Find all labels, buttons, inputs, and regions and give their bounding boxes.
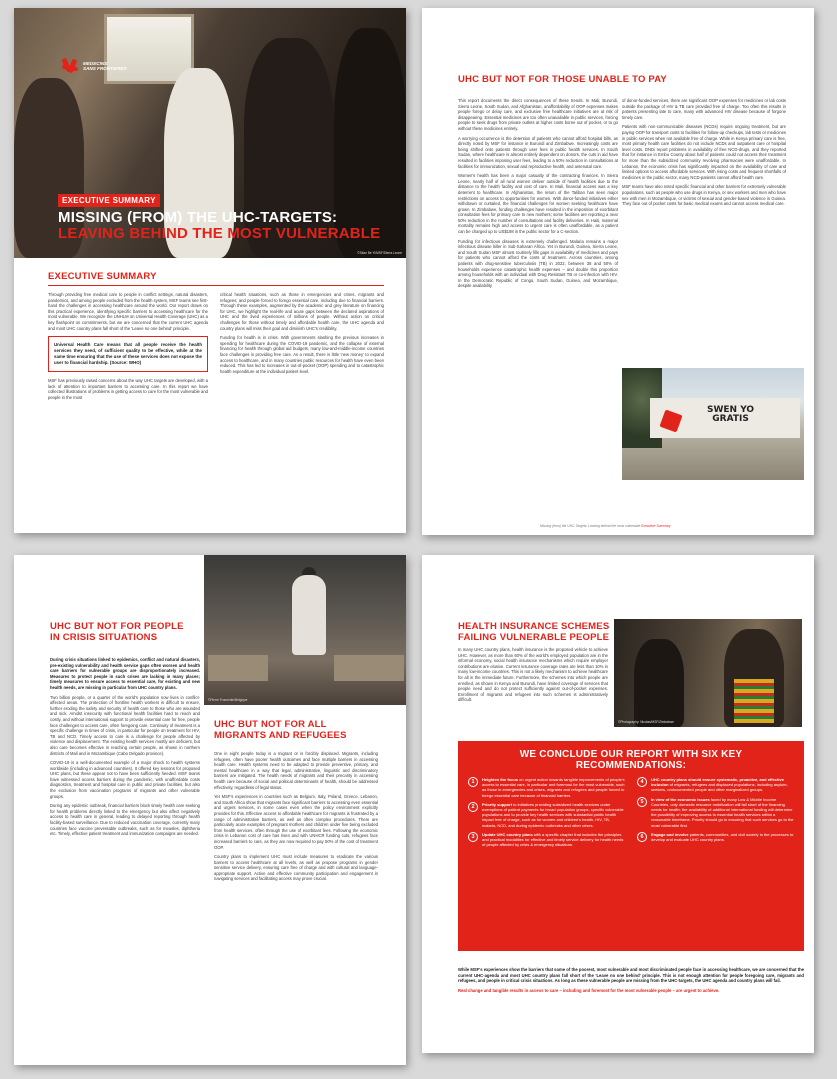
recommendation-bold: Priority support [482, 801, 513, 807]
left-column [50, 657, 200, 841]
conclusion-call-to-action: Real change and tangible results in access to care – including and foremost for the most vulnerable people – are urgent to achieve. [458, 987, 720, 993]
mural-line-1: SWEN YO [707, 405, 755, 415]
page-insurance-recommendations [422, 555, 814, 1053]
uhc-definition-quote: Universal Health Care means that all people receive the health services they need, of sufficient quality to be effective, while at the same time ensuring that the use of these services does not expose the user to financial hardship. (Source: WHO) [54, 342, 202, 366]
logo-line-2: SANS FRONTIERES [83, 66, 127, 71]
recommendation-item [468, 832, 625, 848]
hero-photo [14, 8, 406, 258]
paragraph: Country plans to implement UHC must include measures to eradicate the various barriers to access healthcare at all levels, as well as propose programs in gender sensitive service delivery, ensuring care free of charge and with cultural and language-appropriate support. Active and effective community participation and engagement in navigating services and facilitating access may prove crucial. [214, 854, 378, 882]
right-column [214, 719, 378, 886]
mural-text [707, 406, 754, 424]
recommendations-right [637, 777, 794, 851]
recommendation-bold: UHC country plans should ensure systematic, proactive, and effective inclusion [651, 777, 784, 788]
paragraph: Funding for health is in crisis. With governments slashing the previous increases in spending for healthcare during the COVID-19 pandemic, and the collapse of external financing for health through global aid budgets, many low-and-middle-income countries face challenges in providing free care. As a result, there is little 'new money' to expand access to healthcare, and in many countries public resources for health have even been reduced. This has led to increases in out-of-pocket (OOP) spending and to catastrophic health expenditure at the individual patient level. [220, 335, 384, 374]
right-column [220, 292, 384, 378]
left-column [48, 292, 208, 405]
recommendations-title: WE CONCLUDE OUR REPORT WITH SIX KEY RECOMMENDATIONS: [519, 749, 743, 771]
recommendation-number: 2 [468, 802, 478, 812]
heading-rule [48, 285, 384, 286]
recommendation-body: with a specific chapter that includes the principles and practical modalities for effective and timely service delivery for health needs of people affected by crisis & emergency situations. [482, 831, 624, 848]
recommendation-bold: In view of the economic issues [651, 796, 710, 802]
recommendations-left [468, 777, 625, 851]
paragraph: Funding for infectious diseases is extremely challenged. Malaria remains a major infectious disease killer in Sub-Saharan Africa. Yet in Burundi, Guinea, Sierra Leone, and South Sudan MSF almost routinely fills gaps in availability of medicines and pays for patients who cannot afford the costs of treatment. Across countries, among patients with drug-sensitive tuberculosis (TB) in 2022, between 38 and 50% of households experience catastrophic health expenses – and double this proportion among households with an individual with Drug Resistant TB or co-infection with HIV. In the Democratic Republic of Congo, South Sudan, Guinea, and Mozambique, despite availability [458, 238, 618, 289]
report-title-line-1: MISSING (FROM) THE UHC-TARGETS: [58, 209, 338, 226]
section-heading: UHC BUT NOT FOR THOSE UNABLE TO PAY [458, 74, 667, 85]
page-executive-summary [14, 8, 406, 533]
recommendation-bold: Heighten the focus [482, 777, 519, 782]
logo-line-1: MEDECINS [83, 61, 108, 66]
photo-bed [334, 655, 404, 681]
paragraph: In many UHC country plans, health insurance is the proposed vehicle to achieve UHC. However, as more than 60% of the world's employed population are in the informal economy, social health insurance mechanisms which require employer contributions are elusive. Current insurance coverage rates are less than 10% in many low-income countries. This is not a likely mechanism to achieve healthcare for all in the immediate future. Furthermore, the schemes into which people are enrolled, as shown in Kenya and Burundi, have limited coverage of services that people need and do not protect sufficiently against out-of-pocket expenses. Enrollment of migrants and refugees into such schemes is administratively difficult. [458, 647, 608, 703]
heading-line-1: UHC BUT NOT FOR PEOPLE [50, 621, 184, 632]
photo-credit: ©Pierre Fromentin/Belgique [208, 698, 248, 702]
recommendation-text [482, 777, 625, 798]
paragraph: MSF teams have also noted specific financial and other barriers for extremely vulnerable populations, such as people who use drugs in Kenya, or sex workers and men who have sex with men in Mozambique, or victims of sexual and gender-based violence in Guinea. They face out of pocket costs for basic medical exams and cannot access medical care. [622, 184, 786, 207]
photo-credit: ©Photography: Nicolas/MSF/Zimbabwe [618, 720, 674, 724]
uhc-definition-box [48, 336, 208, 372]
paragraph: Patients with non-communicable diseases (NCDs) require ongoing treatment, but are paying OOP for transport costs to facilities for follow-up checkups, lab tests or medicines in public services when not available free of charge. While in Kenya primary care is free, most primary health care facilities do not include NCDs and outpatient care or hospital level costs. DNDi report problems in availability of free NCD-drugs, and they reported that for instance in Embu County about half of patients could not access their treatment for more than the subsidized community revolving pharmacies were unaffordable. In Lebanon, the economic crisis has significantly impacted on the availability of care and limited options to access affordable services. With rising costs and frequent shortfalls of medicines in the public sector, many NCD-patients cannot afford health care. [622, 124, 786, 180]
section-heading [458, 621, 609, 643]
paragraph: During crisis situations linked to epidemics, conflict and natural disasters, pre-existing vulnerability and health service gaps often worsen and health care barriers for vulnerable groups are disproportionately increased. Measures to protect people in such crises are lacking in many places; timely measures to ensure access to essential care, for existing and new health needs, are missing in particular from UHC country plans. [50, 657, 200, 690]
recommendation-item [637, 797, 794, 828]
patients-photo [614, 619, 802, 727]
page-crisis-migrants [14, 555, 406, 1065]
footer-text: Missing (from) the UHC-Targets: Leaving behind the most vulnerable [540, 524, 641, 528]
recommendation-body: to initiatives providing subsidized health services under exemptions of patient payments for broad population groups, specific vulnerable populations and to provide key health services with substantial public health impact free of charge, such as for women and children's health, HIV, TB, malaria, NCD, and during epidemic outbreaks and other crises. [482, 801, 624, 828]
paragraph: Through providing free medical care to people in conflict settings, natural disasters, pandemics, and among people excluded from the health system, MSF teams see first-hand the challenges in accessing healthcare around the world. Our report draws on this practical experience, identifying specific barriers to accessing healthcare for the most vulnerable. We recognize the UNHLM on Universal Health Coverage (UHC) as a key flashpoint on commitments, but we are concerned that the current UHC agenda and most UHC country plans fall short of the 'Leave no one behind' principle. [48, 292, 208, 331]
executive-summary-tag: EXECUTIVE SUMMARY [58, 194, 160, 207]
photo-bed [208, 655, 268, 681]
street-mural-photo [622, 368, 804, 480]
left-column [458, 647, 608, 707]
recommendation-item [637, 832, 794, 842]
shelter-photo [204, 555, 406, 705]
heading-line-1: UHC BUT NOT FOR ALL [214, 719, 327, 730]
page-footer [540, 524, 671, 528]
photo-credit: ©Sitan Be Yi/MSF/Sierra Leone [357, 251, 402, 255]
mural-line-2: GRATIS [712, 414, 749, 424]
recommendation-item [468, 777, 625, 798]
msf-logo [62, 58, 127, 74]
paragraph: A worrying occurrence is the detention of patients who cannot afford hospital bills, as directly noted by MSF for instance in Burundi and Zimbabwe. Increasingly costs are being shifted onto patients through user fees in public health services. In South Sudan, where healthcare is almost entirely dependent on donors, the cuts in aid have resulted in facilities imposing user fees, leading to a 50% reduction in consultations at facilities for immunization, sexual and reproductive health, and antenatal care. [458, 135, 618, 169]
photo-scarf [734, 679, 774, 723]
paragraph: During any epidemic outbreak, financial barriers block timely health care seeking for health problems directly linked to the emergency but also affect negatively access to health care in general, leading to delayed reporting through health facility-based surveillance. Due to reduced vaccination coverage, currently many countries face vaccine preventable outbreaks, such as for measles, diphtheria etc. Timely, effective patient treatment and immunization campaigns are needed. [50, 803, 200, 837]
left-column [458, 98, 618, 293]
recommendation-bold: Update UHC country plans [482, 831, 533, 837]
page-unable-to-pay [422, 8, 814, 535]
recommendation-text [651, 797, 794, 828]
photo-person [292, 575, 326, 655]
conclusion [458, 967, 804, 993]
paragraph: One in eight people today is a migrant or is forcibly displaced. Migrants, including refugees, often have poorer health outcomes and face multiple barriers in accessing health care. Health systems need to be adapted to provide preventive, primary, and mental healthcare in a way that legal, administrative, linguistic and discriminatory barriers are mitigated. The health needs of migrants and their precarity in accessing health care because of social and political determinants of health, should be addressed effectively, regardless of legal status. [214, 751, 378, 790]
recommendations-columns [468, 777, 794, 851]
paragraph: critical health situations, such as those in emergencies and crises, migrants and refugees; and people forced to forego essential care, including due to financial barriers. Through these examples, augmented by the academic and grey literature on financing for UHC, we highlight the real-life and acute gaps between the declared aspirations of UHC and the lived experiences of millions of people. Without action on critical challenges for those without timely and affordable health care, the UHC agenda and country plans will miss their goal and diminish UHC's credibility. [220, 292, 384, 331]
recommendation-text [482, 832, 625, 848]
heading-line-2: FAILING VULNERABLE PEOPLE [458, 632, 610, 643]
recommendation-text [651, 777, 794, 793]
heading-line-2: IN CRISIS SITUATIONS [50, 632, 158, 643]
recommendation-number: 5 [637, 797, 647, 807]
recommendation-text [482, 802, 625, 828]
paragraph: Yet MSF's experiences in countries such as Belgium, Italy, Poland, Greece, Lebanon, and South Africa show that migrants face significant barriers to accessing even essential and urgent services, in some cases even when the policy environment explicitly provides for this. Effective access to affordable healthcare for migrants is frustrated by a range of administrative barriers, as well as often complex procedures. There are particularly acute examples of pregnant mothers and children under five being excluded from health services, often through the use of exorbitant fees. Following the economic crisis in Lebanon cost of care has risen and with UNHCR funding cuts, refugees face increased barriers to care, as they are now required to pay 50% of the cost of treatment OOP. [214, 794, 378, 850]
recommendations-box [458, 741, 804, 951]
recommendation-body: patients, communities, and civil society in the processes to develop and evaluate UHC country plans. [651, 831, 794, 843]
recommendation-body: faced by many Low & Middle Income Countries, only domestic resource mobilization will fall short of the financing needs for health; the availability of additional international funding will determine the possibility of improving access to essential health services within a reasonable timeframe. Priority should go to ensuring that such services go to the most vulnerable first. [651, 796, 794, 828]
recommendation-number: 1 [468, 777, 478, 787]
paragraph: of donor-funded services, there are significant OOP expenses for medicines or lab costs outside the package of HIV & TB care provided free of charge. Too often this results in patients presenting late to care, many with advanced HIV disease because of forgone timely care. [622, 98, 786, 120]
paragraph: Women's health has been a major casualty of the contracting finances. In Sierra Leone, nearly half of all rural women deliver outside of health facilities due to the distance to the health facility and cost of care. In Mali, financial access was a key deterrent to healthcare. In Afghanistan, the return of the Taliban has seen major restrictions on access to opportunities for women. With donor-funded initiatives either withdrawn or curtailed, the financial challenges for women seeking healthcare have grown. In Zimbabwe, funding challenges have resulted in the imposition of exorbitant consultation fees for primary care to new mothers; some facilities are reporting a near 50% reduction in the number of consultations and facility deliveries. In Haiti, maternal mortality remains high and access to urgent care is often unaffordable, as a patient can be charged up to US$198 in the public sector for a C-section. [458, 173, 618, 235]
recommendation-body: on urgent action towards tangible improvements of people's access to essential care, in particular and foremost for the most vulnerable, such as those in emergencies and crises, migrants and refugees and people forced to forego essential care because of financial barriers. [482, 777, 625, 798]
recommendation-number: 4 [637, 777, 647, 787]
recommendation-text [651, 832, 794, 842]
recommendation-number: 3 [468, 832, 478, 842]
footer-accent: Executive Summary [641, 524, 671, 528]
report-title-line-2: LEAVING BEHIND THE MOST VULNERABLE [58, 225, 381, 242]
section-heading: EXECUTIVE SUMMARY [48, 271, 157, 282]
section-heading [50, 621, 184, 643]
msf-logo-icon [62, 58, 80, 74]
heading-line-2: MIGRANTS AND REFUGEES [214, 730, 347, 741]
recommendation-number: 6 [637, 832, 647, 842]
section-heading [214, 719, 378, 741]
report-title [58, 210, 398, 242]
paragraph: MSF has previously raised concerns about the way UHC targets are developed, with a lack of attention to important barriers to accessing care. In this report we have collected illustrations of problems in getting access to care for the most vulnerable and people in the most [48, 378, 208, 400]
recommendation-item [637, 777, 794, 793]
right-column [622, 98, 786, 211]
conclusion-text: While MSF's experiences show the barriers that some of the poorest, most vulnerable and most discriminated people face in accessing healthcare, we are concerned that the current UHC-agenda and most UHC country plans fall short of the 'Leave no one behind' principle. This is not enough attention for people foregoing care, migrants and refugees, and people in critical crisis situations. As long as these vulnerable people are missing from the UHC-targets, the UHC agenda and country plans will fail. [458, 967, 804, 984]
recommendation-bold: Engage and involve [651, 831, 689, 837]
heading-line-1: HEALTH INSURANCE SCHEMES [458, 621, 610, 632]
photo-figure [634, 639, 684, 727]
recommendation-body: of migrants, refugees and displaced populations, including asylum-seekers, undocumented people and other marginalized groups. [651, 782, 788, 793]
paragraph: Two billion people, or a quarter of the world's population now lives in conflict-affected areas. The protection of frontline health workers is difficult to ensure, further eroding the safety and security of health care to those who are wounded and sick. Amidst insecurity with functional health facilities hard to reach and costly, and without international support to provide essential care for free, people face challenges to access care, often foregoing care. Continuity of treatment is a specific challenge in times of crisis, in particular for people on treatment for HIV, TB and NCD. Timely access to care is a challenge for people affected by violence and displacement. The existing health services mostly are deficient, but also care becomes effective in reaching certain people, as shown in northern districts of Mali and in Mozambique (Cabo Delgado province). [50, 694, 200, 756]
recommendation-item [468, 802, 625, 828]
paragraph: This report documents the direct consequences of these trends. In Mali, Burundi, Sierra Leone, South Sudan, and Afghanistan, unaffordability of OOP expenses makes people forego or delay care, and exclusive free healthcare initiatives are at risk of disappearing. Essential medicines are too often unavailable in public services, forcing people to seek drugs from private outlets at higher costs borne out of pocket, or to go without these medicines entirely. [458, 98, 618, 131]
paragraph: COVID-19 is a well-documented example of a major shock to health systems worldwide (including in advanced countries). It offered key lessons for proposed UHC plans, but these appear not to have been sufficiently heeded. MSF teams have witnessed access barriers during the pandemic, with unaffordable costs diagnostics, treatment and hospital care in public and private facilities, but also the exclusion from vaccination programs of migrants and other vulnerable groups. [50, 760, 200, 799]
